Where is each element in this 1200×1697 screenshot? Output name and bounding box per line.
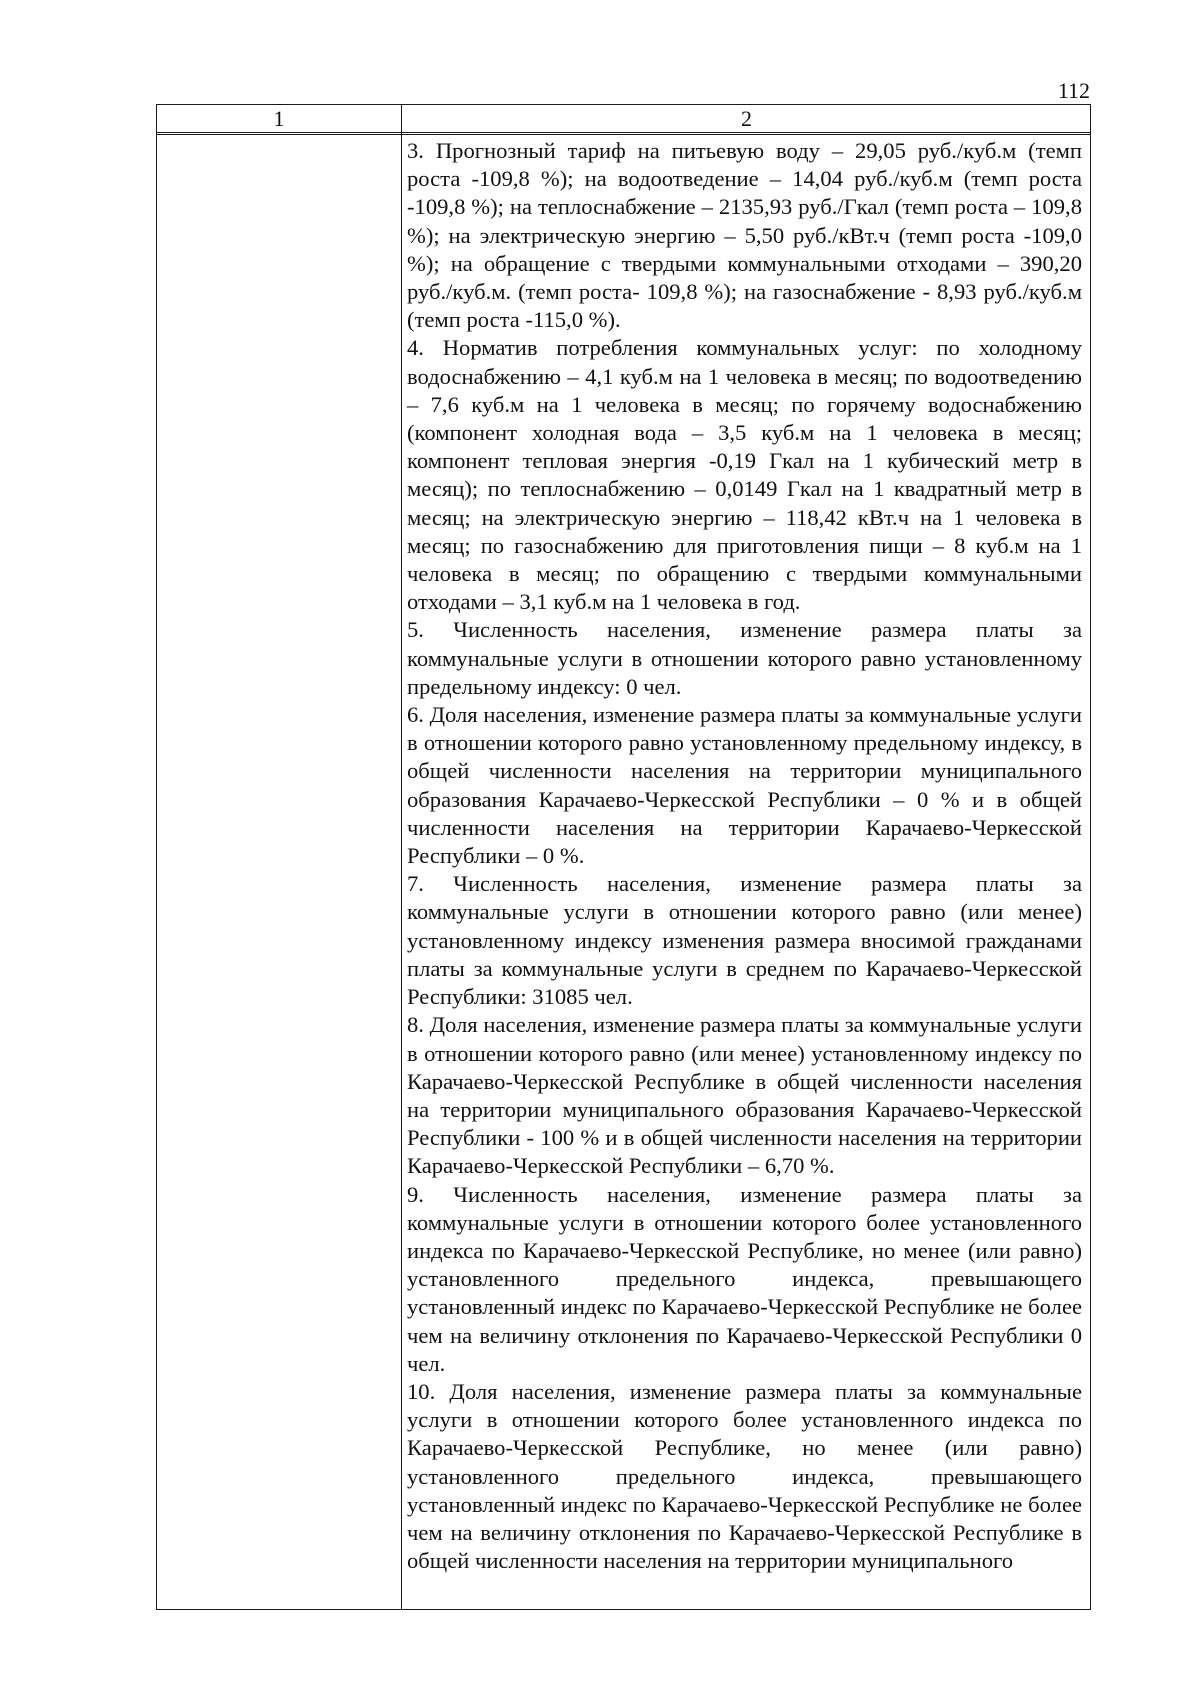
paragraph-7: 7. Численность населения, изменение размера платы за коммунальные услуги в отношении которого равно (или менее) установленному индексу изменения размера вносимой гражданами платы за коммунальные услуги в среднем по Карачаево-Черкесской Республики: 31085 чел. [407,871,1082,1010]
column-header-2: 2 [741,106,752,131]
paragraph-9: 9. Численность населения, изменение размера платы за коммунальные услуги в отношении которого более установленного индекса по Карачаево-Черкесской Республике, но менее (или равно) установленного предельного индекса, превышающего установленный индекс по Карачаево-Черкесской Республике не более чем на величину отклонения по Карачаево-Черкесской Республики 0 чел. [407,1181,1082,1376]
paragraph-5: 5. Численность населения, изменение размера платы за коммунальные услуги в отношении которого равно установленному предельному индексу: 0 чел. [407,617,1082,699]
paragraph-10: 10. Доля населения, изменение размера платы за коммунальные услуги в отношении которого более установленного индекса по Карачаево-Черкесской Республике, но менее (или равно) установленного предельного индекса, превышающего установленный индекс по Карачаево-Черкесской Республике не более чем на величину отклонения по Карачаево-Черкесской Республике в общей численности населения на территории муниципального [407,1378,1082,1574]
column-divider [401,105,402,1609]
paragraph-4: 4. Норматив потребления коммунальных услуг: по холодному водоснабжению – 4,1 куб.м на 1 человека в месяц; по водоотведению – 7,6 куб.м на 1 человека в месяц; по горячему водоснабжению (компонент холодная вода – 3,5 куб.м на 1 человека в месяц; компонент тепловая энергия -0,19 Гкал на 1 кубический метр в месяц); по теплоснабжению – 0,0149 Гкал на 1 квадратный метр в месяц; на электрическую энергию – 118,42 кВт.ч на 1 человека в месяц; по газоснабжению для приготовления пищи – 8 куб.м на 1 человека в месяц; по обращению с твердыми коммунальными отходами – 3,1 куб.м на 1 человека в год. [407,335,1082,615]
table-header-row [157,105,1090,135]
paragraph-3: 3. Прогнозный тариф на питьевую воду – 29,05 руб./куб.м (темп роста -109,8 %); на водоотведение – 14,04 руб./куб.м (темп роста -109,8 %); на теплоснабжение – 2135,93 руб./Гкал (темп роста – 109,8 %); на электрическую энергию – 5,50 руб./кВт.ч (темп роста -109,0 %); на обращение с твердыми коммунальными отходами – 390,20 руб./куб.м. (темп роста- 109,8 %); на газоснабжение - 8,93 руб./куб.м (темп роста -115,0 %). [407,138,1082,333]
column-header-1: 1 [273,106,285,131]
table-cell-content [407,137,1082,1575]
document-table [156,104,1091,1610]
paragraph-8: 8. Доля населения, изменение размера платы за коммунальные услуги в отношении которого равно (или менее) установленному индексу по Карачаево-Черкесской Республике в общей численности населения на территории муниципального образования Карачаево-Черкесской Республики - 100 % и в общей численности населения на территории Карачаево-Черкесской Республики – 6,70 %. [407,1012,1082,1179]
page-number: 112 [1057,78,1090,103]
paragraph-6: 6. Доля населения, изменение размера платы за коммунальные услуги в отношении которого равно установленному предельному индексу, в общей численности населения на территории муниципального образования Карачаево-Черкесской Республики – 0 % и в общей численности населения на территории Карачаево-Черкесской Республики – 0 %. [407,702,1082,869]
